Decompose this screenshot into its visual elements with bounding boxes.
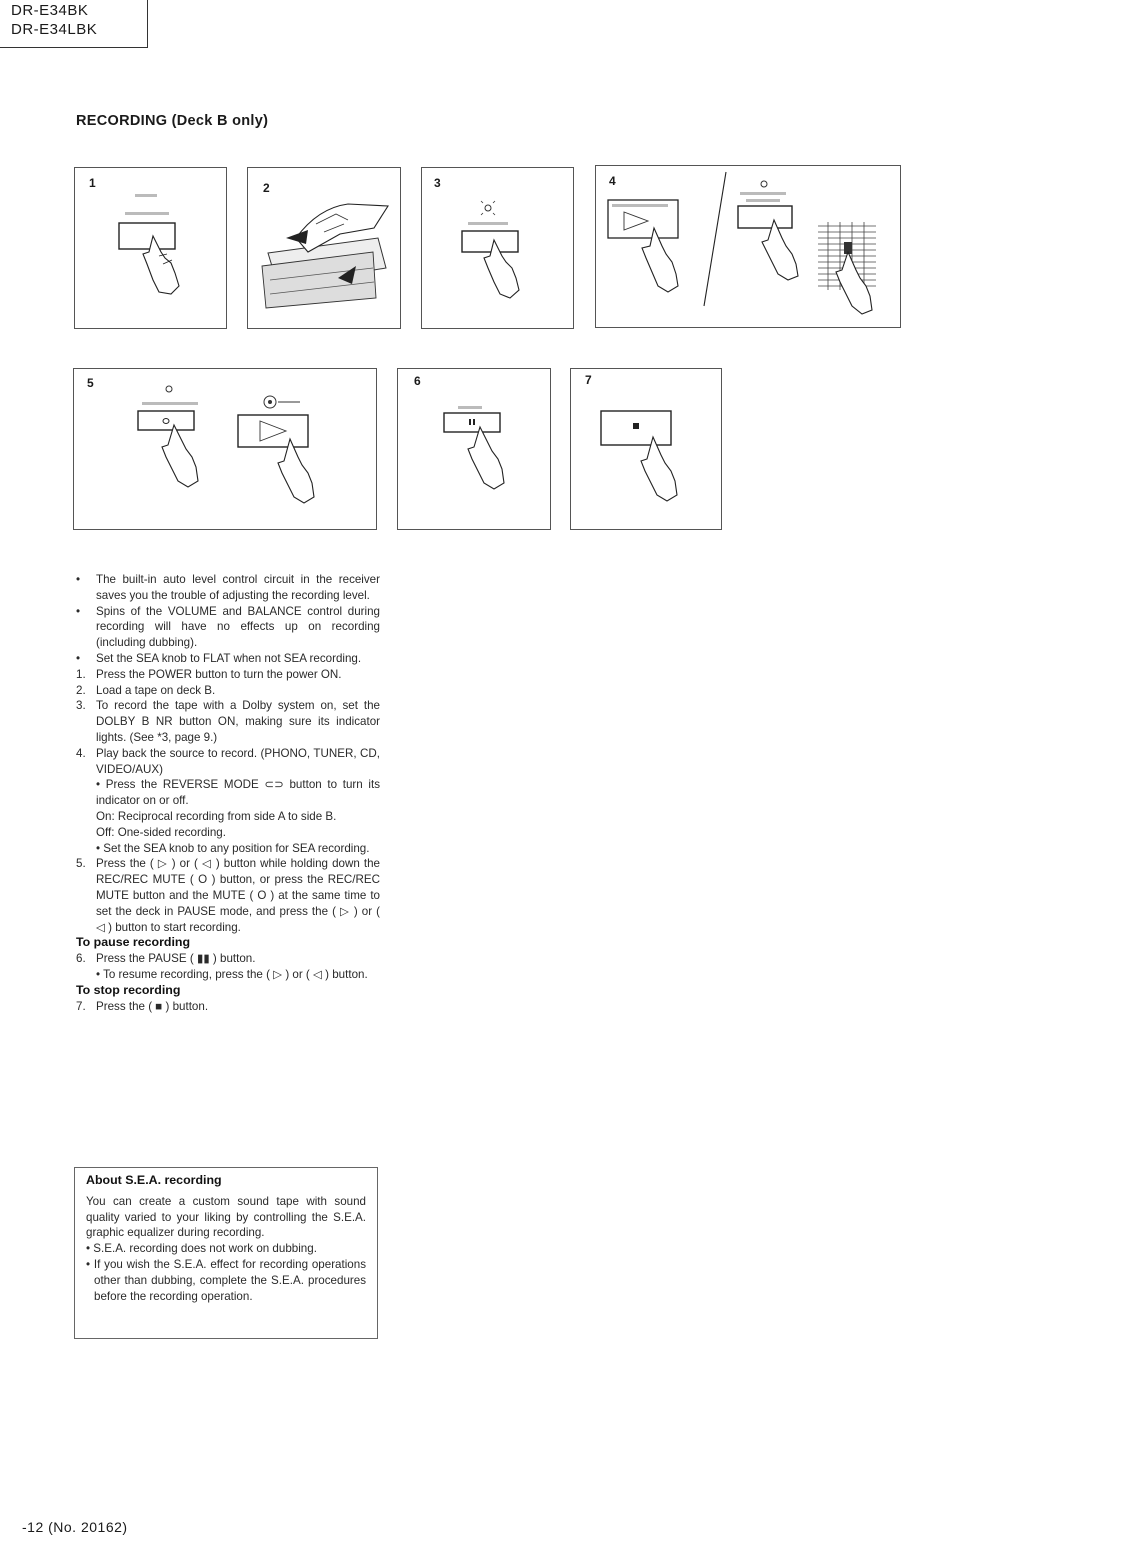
dolby-button-illustration bbox=[422, 168, 573, 328]
instruction-step-6: 6. Press the PAUSE ( ▮▮ ) button. bbox=[76, 952, 256, 966]
instruction-step-4: 4. Play back the source to record. (PHONO, TUNER, CD, VIDEO/AUX) bbox=[76, 746, 380, 776]
instruction-step-1: 1. Press the POWER button to turn the power ON. bbox=[76, 667, 342, 681]
step-2-illustration bbox=[247, 167, 401, 329]
play-and-reverse-illustration bbox=[596, 166, 900, 327]
pause-button-illustration bbox=[398, 369, 550, 529]
load-tape-illustration bbox=[248, 168, 400, 328]
step-7-number: 7 bbox=[585, 373, 592, 387]
model-number-1: DR-E34BK bbox=[11, 2, 89, 19]
step-4-illustration bbox=[595, 165, 901, 328]
step-6-number: 6 bbox=[414, 374, 421, 388]
page-footer: -12 (No. 20162) bbox=[22, 1519, 128, 1535]
step-5-illustration bbox=[73, 368, 377, 530]
instructions-column bbox=[76, 572, 380, 1014]
stop-button-illustration bbox=[571, 369, 721, 529]
step-3-number: 3 bbox=[434, 176, 441, 190]
step-6-illustration bbox=[397, 368, 551, 530]
instruction-step-3: 3. To record the tape with a Dolby system on, set the DOLBY B NR button ON, making sure its indicator lights. (See *3, page 9.) bbox=[76, 699, 380, 744]
instruction-step-5: 5. Press the ( ▷ ) or ( ◁ ) button while holding down the REC/REC MUTE ( O ) button, or press the REC/REC MUTE button and the MUTE ( O ) at the same time to set the deck in PAUSE mode, and press the ( ▷ ) or ( ◁ ) button to start recording. bbox=[76, 857, 380, 934]
section-title: RECORDING (Deck B only) bbox=[76, 113, 269, 129]
about-sea-bullet: • S.E.A. recording does not work on dubbing. bbox=[86, 1242, 317, 1256]
instruction-step-2: 2. Load a tape on deck B. bbox=[76, 683, 216, 697]
instruction-step-7: 7. Press the ( ■ ) button. bbox=[76, 999, 209, 1013]
step-4-reverse-note: • Press the REVERSE MODE ⊂⊃ button to turn its indicator on or off. bbox=[96, 778, 380, 808]
about-sea-intro: You can create a custom sound tape with sound quality varied to your liking by controlling the S.E.A. graphic equalizer during recording. bbox=[86, 1194, 366, 1240]
step-3-illustration bbox=[421, 167, 574, 329]
about-sea-bullet: • If you wish the S.E.A. effect for recording operations other than dubbing, complete the S.E.A. procedures before the recording operation. bbox=[86, 1257, 366, 1303]
step-2-number: 2 bbox=[263, 181, 270, 195]
step-4-sea-note: • Set the SEA knob to any position for SEA recording. bbox=[96, 841, 370, 855]
step-4-on-note: On: Reciprocal recording from side A to side B. bbox=[96, 809, 337, 823]
step-1-number: 1 bbox=[89, 176, 96, 190]
step-4-number: 4 bbox=[609, 174, 616, 188]
stop-heading: To stop recording bbox=[76, 982, 181, 997]
power-button-illustration bbox=[75, 168, 226, 328]
step-6-resume-note: • To resume recording, press the ( ▷ ) or ( ◁ ) button. bbox=[96, 967, 368, 981]
model-number-2: DR-E34LBK bbox=[11, 21, 98, 38]
step-5-number: 5 bbox=[87, 376, 94, 390]
note-auto-level: • The built-in auto level control circuit in the receiver saves you the trouble of adjusting the recording level. bbox=[76, 573, 380, 602]
note-volume-balance: • Spins of the VOLUME and BALANCE control during recording will have no effects up on recording (including dubbing). bbox=[76, 604, 380, 650]
note-sea-flat: • Set the SEA knob to FLAT when not SEA recording. bbox=[76, 651, 362, 665]
about-sea-box bbox=[74, 1167, 378, 1339]
rec-mute-illustration bbox=[74, 369, 376, 529]
step-7-illustration bbox=[570, 368, 722, 530]
step-4-off-note: Off: One-sided recording. bbox=[96, 825, 226, 839]
about-sea-title: About S.E.A. recording bbox=[86, 1173, 222, 1187]
model-number-box bbox=[0, 0, 148, 48]
pause-heading: To pause recording bbox=[76, 935, 191, 950]
step-1-illustration bbox=[74, 167, 227, 329]
